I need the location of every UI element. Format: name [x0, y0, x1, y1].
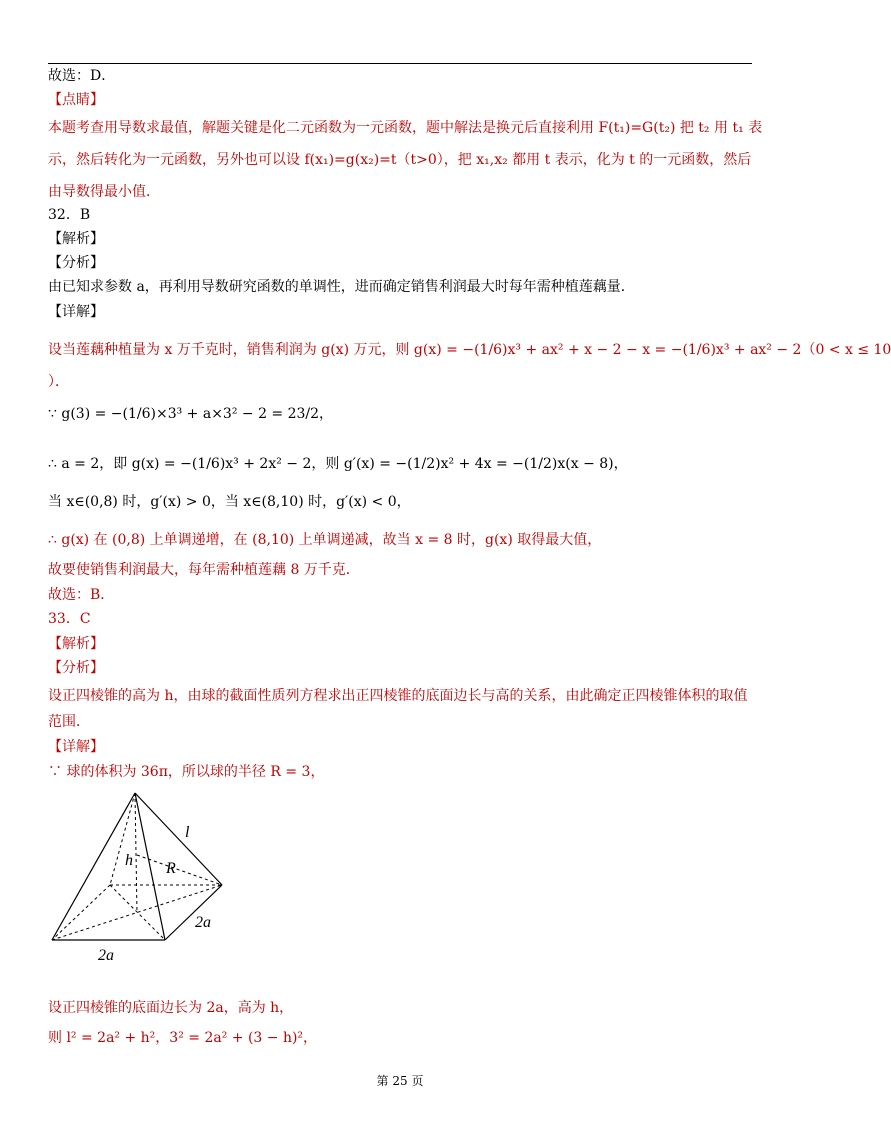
- label-l: l: [185, 824, 190, 841]
- text-line: 示，然后转化为一元函数，另外也可以设 f(x₁)=g(x₂)=t（t>0），把 x₁,x₂ 都用 t 表示，化为 t 的一元函数，然后: [48, 152, 752, 168]
- text-line: 由导数得最小值．: [48, 184, 160, 200]
- text-line: 故选：D．: [48, 68, 116, 84]
- label-side-bottom: 2a: [98, 947, 114, 964]
- text-line: ∵ 球的体积为 36π，所以球的半径 R = 3，: [48, 764, 325, 780]
- text-line: 由已知求参数 a，再利用导数研究函数的单调性，进而确定销售利润最大时每年需种植莲藕量．: [48, 279, 635, 295]
- text-line: 本题考查用导数求最值，解题关键是化二元函数为一元函数，题中解法是换元后直接利用 F(t₁)=G(t₂) 把 t₂ 用 t₁ 表: [48, 120, 763, 136]
- text-line: 故选：B．: [48, 587, 115, 603]
- pyramid-figure: [40, 785, 240, 965]
- text-line: ∴ g(x) 在 (0,8) 上单调递增，在 (8,10) 上单调递减，故当 x = 8 时，g(x) 取得最大值，: [48, 532, 602, 548]
- text-line: 【详解】: [48, 739, 104, 755]
- label-R: R: [166, 860, 176, 877]
- text-line: 【解析】: [48, 231, 104, 247]
- text-line: ∴ a = 2，即 g(x) = −(1/6)x³ + 2x² − 2，则 g′(x) = −(1/2)x² + 4x = −(1/2)x(x − 8)，: [48, 456, 628, 472]
- text-line: 【分析】: [48, 660, 104, 676]
- label-side-right: 2a: [195, 914, 211, 931]
- text-line: 设正四棱锥的底面边长为 2a，高为 h，: [48, 1000, 294, 1016]
- text-line: 设正四棱锥的高为 h，由球的截面性质列方程求出正四棱锥的底面边长与高的关系，由此确定正四棱锥体积的取值: [48, 688, 748, 704]
- text-line: 设当莲藕种植量为 x 万千克时，销售利润为 g(x) 万元，则 g(x) = −(1/6)x³ + ax² + x − 2 − x = −(1/6)x³ + ax² − 2（0 < x ≤ 10: [48, 342, 891, 358]
- text-line: ）．: [48, 374, 69, 390]
- text-line: 则 l² = 2a² + h²，3² = 2a² + (3 − h)²，: [48, 1030, 318, 1046]
- text-line: 【详解】: [48, 304, 104, 320]
- text-line: 【分析】: [48, 255, 104, 271]
- text-line: 32．B: [48, 207, 91, 223]
- text-line: 【点睛】: [48, 92, 104, 108]
- text-line: 当 x∈(0,8) 时，g′(x) > 0，当 x∈(8,10) 时，g′(x) < 0，: [48, 494, 411, 510]
- text-line: ∵ g(3) = −(1/6)×3³ + a×3² − 2 = 23/2，: [48, 406, 334, 422]
- text-line: 范围．: [48, 714, 90, 730]
- header-rule: [48, 63, 752, 64]
- page-number: 第 25 页: [376, 1074, 424, 1088]
- label-h: h: [125, 852, 133, 869]
- text-line: 33．C: [48, 611, 91, 627]
- text-line: 【解析】: [48, 636, 104, 652]
- text-line: 故要使销售利润最大，每年需种植莲藕 8 万千克．: [48, 562, 360, 578]
